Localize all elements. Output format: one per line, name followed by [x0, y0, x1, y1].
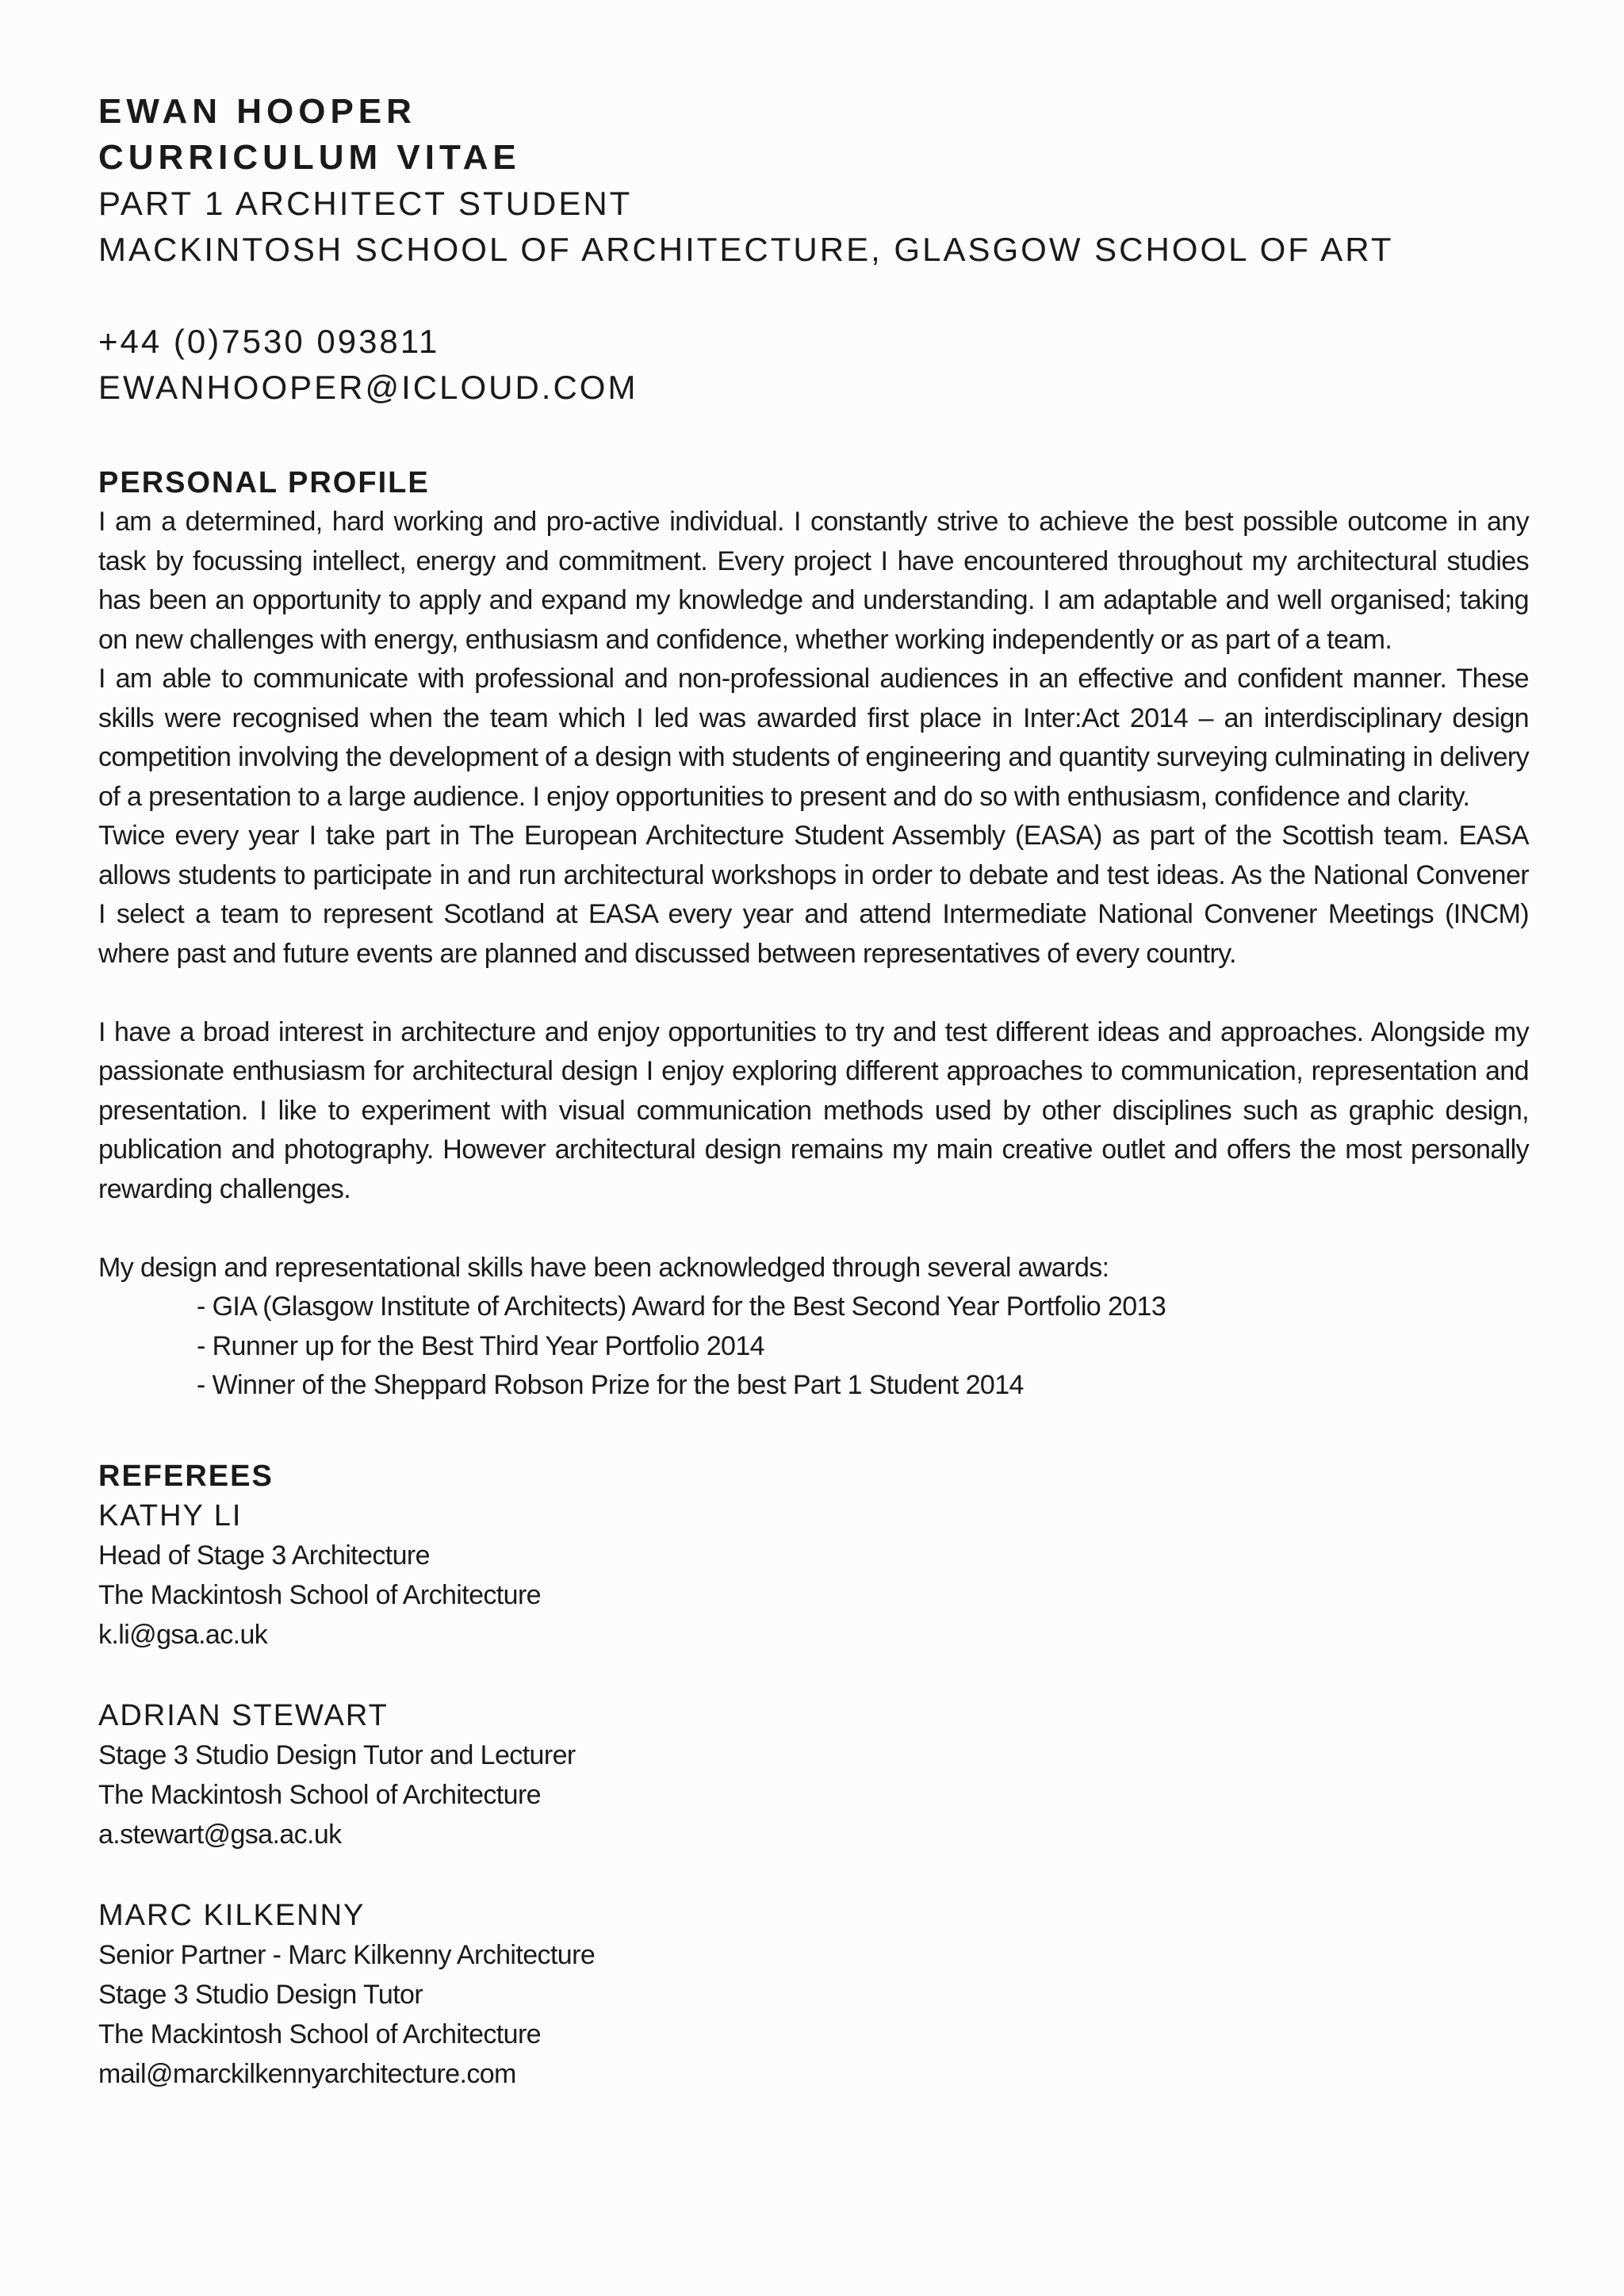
section-title-personal-profile: PERSONAL PROFILE [98, 466, 430, 499]
award-item: - GIA (Glasgow Institute of Architects) Award for the Best Second Year Portfolio 2013 [197, 1292, 1166, 1322]
referee-organisation: The Mackintosh School of Architecture [98, 2019, 541, 2049]
section-title-referees: REFEREES [98, 1459, 274, 1493]
award-item: - Runner up for the Best Third Year Portfolio 2014 [197, 1330, 764, 1361]
referee-email: a.stewart@gsa.ac.uk [98, 1819, 342, 1850]
referee-organisation: The Mackintosh School of Architecture [98, 1779, 541, 1810]
profile-paragraph: I am a determined, hard working and pro-active individual. I constantly strive to achieve the best possible outcome in any task by focussing intellect, energy and commitment. Every project I have encountered throughout my architectural studies has been an opportunity to apply and expand my knowledge and understanding. I am adaptable and well organised; taking on new challenges with energy, enthusiasm and confidence, whether working independently or as part of a team. [98, 507, 1529, 655]
phone-number: +44 (0)7530 093811 [98, 323, 440, 360]
email-address: EWANHOOPER@ICLOUD.COM [98, 369, 638, 406]
referee-position: Senior Partner - Marc Kilkenny Architecture [98, 1939, 596, 1970]
referee-name: KATHY LI [98, 1498, 243, 1533]
awards-list [98, 1288, 1529, 1406]
candidate-role: PART 1 ARCHITECT STUDENT [98, 185, 633, 222]
candidate-school: MACKINTOSH SCHOOL OF ARCHITECTURE, GLASGOW SCHOOL OF ART [98, 231, 1394, 268]
profile-paragraph: I am able to communicate with professional and non-professional audiences in an effective and confident manner. These skills were recognised when the team which I led was awarded first place in Inter:Act 2014 – an interdisciplinary design competition involving the development of a design with students of engineering and quantity surveying culminating in delivery of a presentation to a large audience. I enjoy opportunities to present and do so with enthusiasm, confidence and clarity. [98, 664, 1529, 812]
contact-details [98, 319, 1529, 411]
award-item: - Winner of the Sheppard Robson Prize for the best Part 1 Student 2014 [197, 1370, 1024, 1400]
cv-header [98, 89, 1529, 411]
referees-section [98, 1456, 1529, 2094]
referee-position: Head of Stage 3 Architecture [98, 1540, 430, 1571]
referee-organisation: The Mackintosh School of Architecture [98, 1579, 541, 1610]
awards-intro: My design and representational skills have been acknowledged through several awards: [98, 1252, 1109, 1283]
profile-paragraph: I have a broad interest in architecture and enjoy opportunities to try and test different ideas and approaches. Alongside my passionate enthusiasm for architectural design I enjoy exploring different approaches to communication, representation and presentation. I like to experiment with visual communication methods used by other disciplines such as graphic design, publication and photography. However architectural design remains my main creative outlet and offers the most personally rewarding challenges. [98, 1016, 1529, 1204]
referee-position: Stage 3 Studio Design Tutor and Lecturer [98, 1739, 576, 1770]
candidate-name: EWAN HOOPER [98, 92, 416, 131]
referee-email: mail@marckilkennyarchitecture.com [98, 2058, 516, 2089]
referee-kathy-li [98, 1496, 1529, 1655]
referee-marc-kilkenny [98, 1896, 1529, 2094]
cv-page [98, 89, 1529, 2135]
referee-adrian-stewart [98, 1696, 1529, 1854]
personal-profile-section [98, 463, 1529, 1406]
profile-paragraph: Twice every year I take part in The European Architecture Student Assembly (EASA) as part of the Scottish team. EASA allows students to participate in and run architectural workshops in order to debate and test ideas. As the National Convener I select a team to represent Scotland at EASA every year and attend Intermediate National Convener Meetings (INCM) where past and future events are planned and discussed between representatives of every country. [98, 821, 1529, 969]
referee-name: ADRIAN STEWART [98, 1698, 389, 1732]
referee-position: Stage 3 Studio Design Tutor [98, 1979, 423, 2010]
referee-name: MARC KILKENNY [98, 1898, 366, 1932]
document-title: CURRICULUM VITAE [98, 138, 521, 177]
referee-email: k.li@gsa.ac.uk [98, 1619, 268, 1650]
